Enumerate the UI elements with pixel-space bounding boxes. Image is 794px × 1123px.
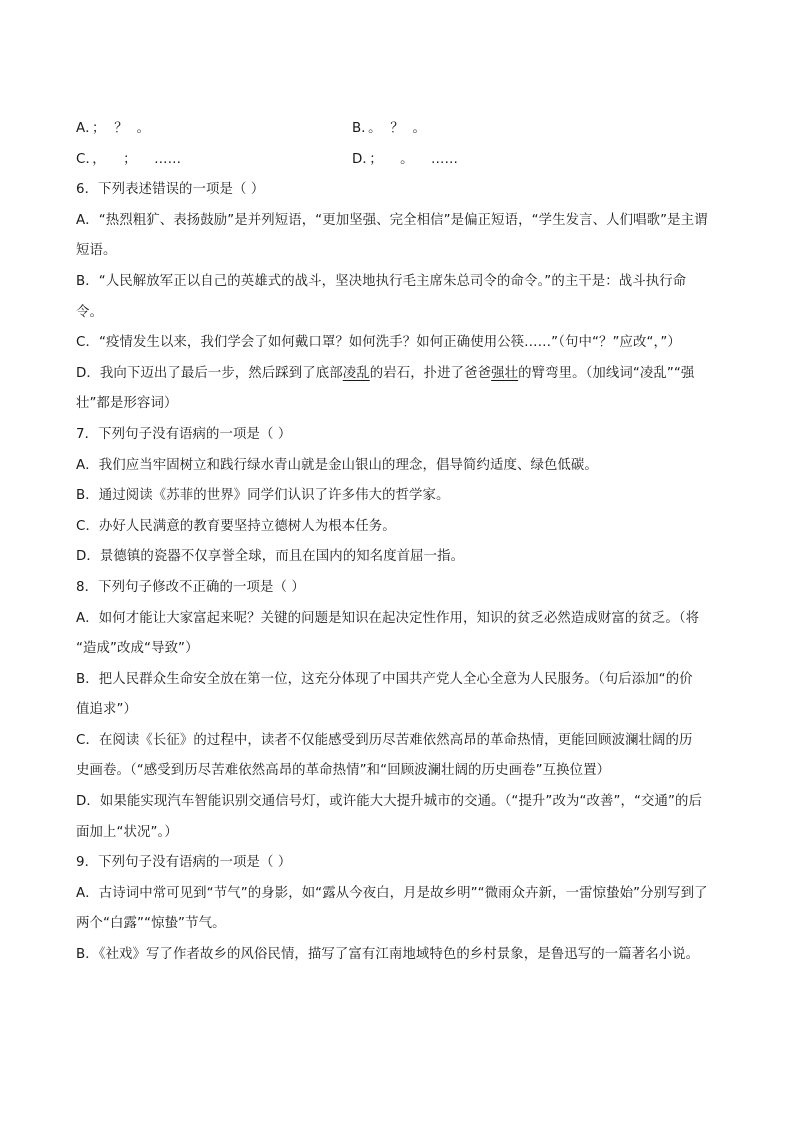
- q8-option-d-line1: D．如果能实现汽车智能识别交通信号灯，或许能大大提升城市的交通。（“提升”改为“改善”，“交通”的后: [76, 794, 703, 810]
- q5-option-b: B．。 ？ 。: [352, 121, 426, 136]
- q8-option-c-line2: 史画卷。（“感受到历尽苦难依然高昂的革命热情”和“回顾波澜壮阔的历史画卷”互换位置）: [76, 763, 611, 779]
- q8-option-b-line2: 值追求”）: [76, 702, 137, 718]
- q6-option-a-line1: A．“热烈粗犷、表扬鼓励”是并列短语，“更加坚强、完全相信”是偏正短语，“学生发言、人们唱歌”是主谓: [76, 212, 708, 228]
- q9-option-a-line2: 两个“白露”“惊蛰”节气。: [76, 916, 226, 932]
- q6-option-d: [76, 363, 722, 415]
- q6-underlined-word-2: 强壮: [491, 365, 519, 381]
- q6-option-d-text-c: 的臂弯里。（加线词“凌乱”“强: [518, 365, 695, 381]
- q6-stem: 6．下列表述错误的一项是（ ）: [76, 182, 265, 198]
- q5-options-row-ab: [76, 118, 722, 140]
- q8-option-b: [76, 669, 722, 721]
- q6-option-a-line2: 短语。: [76, 243, 117, 259]
- q6-underlined-word-1: 凌乱: [342, 365, 370, 381]
- q5-option-c: C．， ； ……: [76, 151, 182, 167]
- q7-option-a: A．我们应当牢固树立和践行绿水青山就是金山银山的理念，倡导简约适度、绿色低碳。: [76, 457, 598, 473]
- q5-option-d: D．； 。 ……: [352, 151, 459, 167]
- q6-option-d-text-b: 的岩石，扑进了爸爸: [369, 365, 492, 381]
- q8-option-a: [76, 608, 722, 660]
- q8-option-b-line1: B．把人民群众生命安全放在第一位，这充分体现了中国共产党人全心全意为人民服务。（句后添加“的价: [76, 671, 693, 687]
- q9-stem: 9．下列句子没有语病的一项是（ ）: [76, 855, 292, 871]
- q8-option-c: [76, 730, 722, 782]
- q7-stem: 7．下列句子没有语病的一项是（ ）: [76, 426, 292, 442]
- q8-stem: 8．下列句子修改不正确的一项是（ ）: [76, 579, 305, 595]
- q8-option-c-line1: C．在阅读《长征》的过程中，读者不仅能感受到历尽苦难依然高昂的革命热情，更能回顾波澜壮阔的历: [76, 732, 693, 748]
- q7-option-d: D．景德镇的瓷器不仅享誉全球，而且在国内的知名度首屈一指。: [76, 549, 465, 565]
- q8-option-d-line2: 面加上“状况”。）: [76, 824, 178, 840]
- q9-option-b: B．《社戏》写了作者故乡的风俗民情，描写了富有江南地域特色的乡村景象，是鲁迅写的一篇著名小说。: [76, 947, 700, 963]
- q8-option-a-line1: A．如何才能让大家富起来呢？关键的问题是知识在起决定性作用，知识的贫乏必然造成财富的贫乏。（将: [76, 610, 700, 626]
- q6-option-c: C．“疫情发生以来，我们学会了如何戴口罩？如何洗手？如何正确使用公筷……”（句中“？”应改“，”）: [76, 335, 681, 351]
- q5-option-a: A．； ？ 。: [76, 121, 150, 136]
- q5-options-row-cd: [76, 149, 722, 171]
- q7-option-b: B．通过阅读《苏菲的世界》同学们认识了许多伟大的哲学家。: [76, 488, 450, 504]
- q8-option-a-line2: “造成”改成“导致”）: [76, 641, 199, 657]
- q6-option-b: [76, 271, 722, 323]
- q7-option-c: C．办好人民满意的教育要坚持立德树人为根本任务。: [76, 518, 396, 534]
- q9-option-a-line1: A．古诗词中常可见到“节气”的身影，如“露从今夜白，月是故乡明”“微雨众卉新，一雷惊蛰始”分别写到了: [76, 885, 708, 901]
- q6-option-d-line1: [76, 363, 722, 385]
- q6-option-b-line1: B．“人民解放军正以自己的英雄式的战斗，坚决地执行毛主席朱总司令的命令。”的主干是：战斗执行命: [76, 273, 687, 289]
- question-content: [76, 118, 722, 975]
- q6-option-a: [76, 210, 722, 262]
- q6-option-d-line2: 壮”都是形容词）: [76, 396, 178, 412]
- q9-option-a: [76, 883, 722, 935]
- q8-option-d: [76, 791, 722, 843]
- q6-option-b-line2: 令。: [76, 304, 103, 320]
- q6-option-d-text-a: D．我向下迈出了最后一步，然后踩到了底部: [76, 365, 343, 381]
